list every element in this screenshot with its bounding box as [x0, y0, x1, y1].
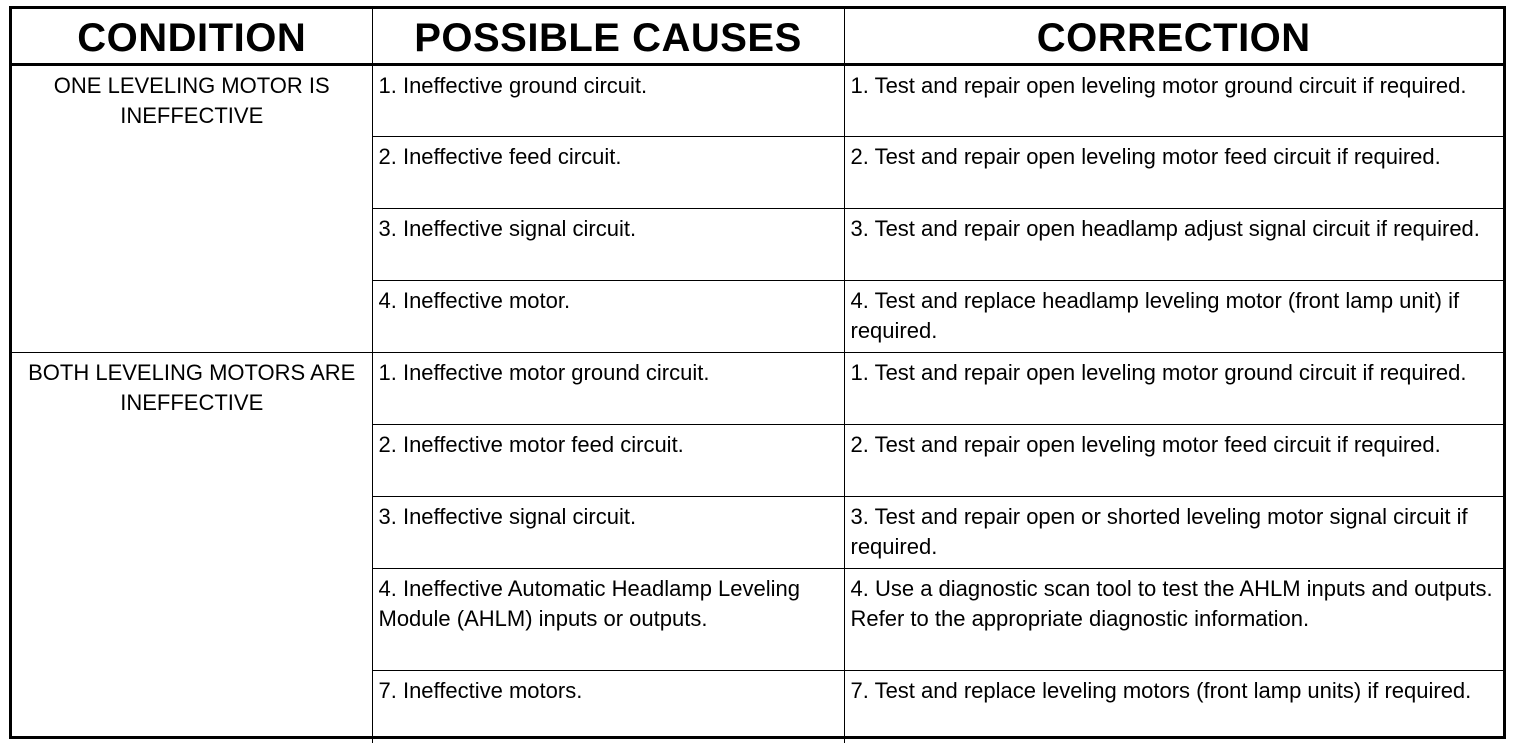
cause-cell: 7. Ineffective motors.	[372, 671, 844, 743]
cause-cell: 2. Ineffective feed circuit.	[372, 137, 844, 209]
correction-cell: 1. Test and repair open leveling motor ground circuit if required.	[850, 73, 1467, 98]
cause-cell: 2. Ineffective motor feed circuit.	[372, 425, 844, 497]
cause-cell: 4. Ineffective Automatic Headlamp Leveling Module (AHLM) inputs or outputs.	[372, 569, 844, 671]
cause-cell: 4. Ineffective motor.	[372, 281, 844, 353]
cause-cell: 3. Ineffective signal circuit.	[372, 497, 844, 569]
diagnosis-table	[9, 6, 1506, 739]
header-possible-causes: POSSIBLE CAUSES	[372, 9, 844, 65]
diagnosis-grid	[12, 9, 1503, 743]
header-condition: CONDITION	[12, 9, 372, 65]
cause-cell: 3. Ineffective signal circuit.	[372, 209, 844, 281]
correction-cell: 1. Test and repair open leveling motor ground circuit if required.	[844, 353, 1503, 425]
table-row	[12, 353, 1503, 425]
correction-cell: 2. Test and repair open leveling motor feed circuit if required.	[844, 425, 1503, 497]
correction-cell: 7. Test and replace leveling motors (front lamp units) if required.	[844, 671, 1503, 743]
correction-cell: 4. Use a diagnostic scan tool to test the AHLM inputs and outputs. Refer to the appropriate diagnostic information.	[844, 569, 1503, 671]
condition-cell: BOTH LEVELING MOTORS ARE INEFFECTIVE	[12, 353, 372, 743]
header-correction: CORRECTION	[844, 9, 1503, 65]
correction-cell: 3. Test and repair open or shorted leveling motor signal circuit if required.	[844, 497, 1503, 569]
header-row	[12, 9, 1503, 65]
cause-cell: 1. Ineffective motor ground circuit.	[372, 353, 844, 425]
table-row	[12, 65, 1503, 137]
cause-cell: 1. Ineffective ground circuit.	[372, 65, 844, 137]
correction-cell: 4. Test and replace headlamp leveling motor (front lamp unit) if required.	[844, 281, 1503, 353]
correction-cell: 3. Test and repair open headlamp adjust signal circuit if required.	[844, 209, 1503, 281]
correction-cell: 2. Test and repair open leveling motor feed circuit if required.	[844, 137, 1503, 209]
condition-cell: ONE LEVELING MOTOR IS INEFFECTIVE	[12, 65, 372, 353]
